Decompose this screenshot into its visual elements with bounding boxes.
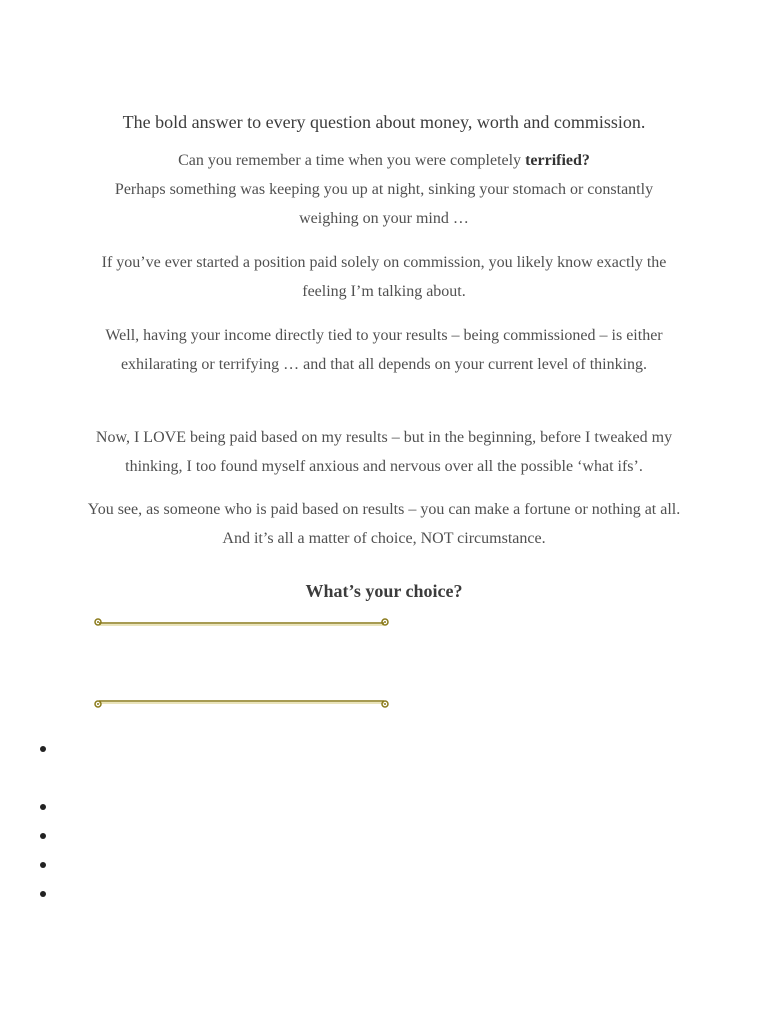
headline: The bold answer to every question about money, worth and commission. — [122, 112, 646, 132]
bullet-list — [0, 0, 100, 1024]
ornamental-divider — [93, 616, 390, 628]
choice-heading: What’s your choice? — [305, 581, 463, 601]
ornamental-divider — [93, 698, 390, 710]
body-paragraph: Now, I LOVE being paid based on my results – but in the beginning, before I tweaked my thinking, I too found myself anxious and nervous over all the possible ‘what ifs’. — [95, 429, 673, 475]
intro-paragraph — [84, 146, 684, 233]
bullet-icon — [40, 833, 46, 839]
intro-bold-word: terrified? — [525, 152, 590, 169]
divider-ornament-icon — [93, 616, 390, 628]
body-paragraph: Well, having your income directly tied to your results – being commissioned – is either exhilarating or terrifying … and that all depends on your current level of thinking. — [105, 327, 663, 373]
bullet-icon — [40, 804, 46, 810]
bullet-icon — [40, 891, 46, 897]
bullet-icon — [40, 746, 46, 752]
body-paragraph: If you’ve ever started a position paid solely on commission, you likely know exactly the feeling I’m talking about. — [101, 254, 667, 300]
intro-line1-text: Can you remember a time when you were completely — [178, 152, 526, 169]
bullet-icon — [40, 862, 46, 868]
body-paragraph: You see, as someone who is paid based on results – you can make a fortune or nothing at all. And it’s all a matter of choice, NOT circumstance. — [87, 501, 681, 547]
intro-line2-text: Perhaps something was keeping you up at night, sinking your stomach or constantly weighing on your mind … — [114, 181, 654, 227]
divider-ornament-icon — [93, 698, 390, 710]
